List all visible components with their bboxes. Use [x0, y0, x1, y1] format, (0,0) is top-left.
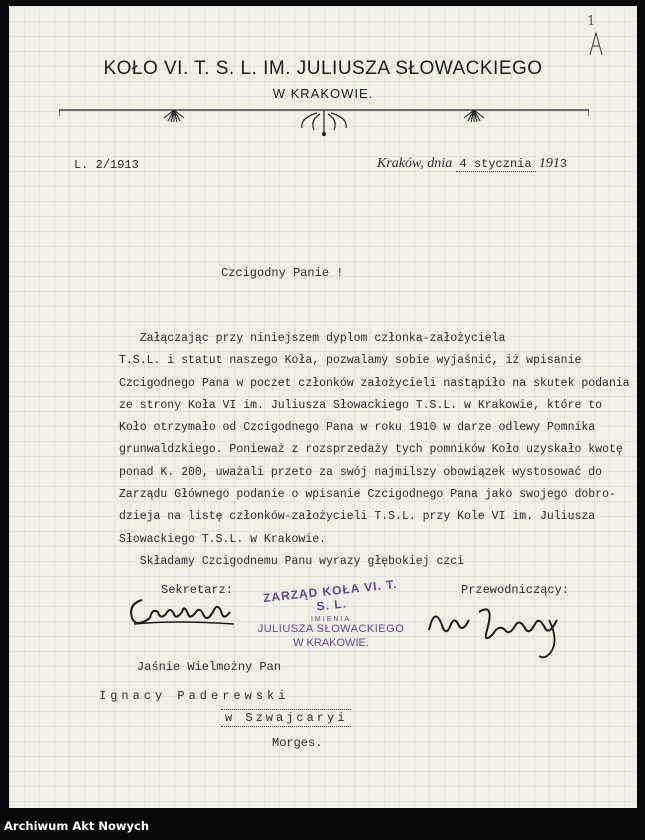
body-line: Składamy Czcigodnemu Panu wyrazy głębokiej czci — [119, 554, 465, 568]
body-line: Koło otrzymało od Czcigodnego Pana w roku 1910 w darze odlewy Pomnika — [119, 421, 596, 435]
stamp-line-2: IMIENIA — [310, 616, 352, 623]
stamp-line-1: ZARZĄD KOŁA VI. T. S. L. — [262, 577, 399, 614]
body-line: grunwaldzkiego. Ponieważ z rozsprzedaży tych pomników Koło uzyskało kwotę — [119, 443, 623, 457]
body-line: Zarządu Głównego podanie o wpisanie Czcigodnego Pana jako swojego dobro- — [119, 488, 616, 502]
body-line: Czcigodnego Pana w poczet członków założycieli nastąpiło na skutek podania — [119, 376, 630, 390]
address-line-4: Morges. — [272, 736, 323, 750]
letterhead-subtitle: W KRAKOWIE. — [272, 86, 374, 101]
date-year: 191 — [538, 156, 560, 171]
pencil-a-mark — [587, 31, 605, 57]
chair-signature — [421, 590, 571, 662]
body-line: T.S.L. i statut naszego Koła, pozwalamy sobie wyjaśnić, iż wpisanie — [119, 354, 582, 368]
body-line: Słowackiego T.S.L. w Krakowie. — [119, 532, 327, 546]
date-year-digit: 3 — [559, 157, 568, 171]
date-line — [377, 156, 567, 172]
letter-page — [9, 6, 637, 808]
body-line: dzieja na listę członków-założycieli T.S.L. przy Kole VI im. Juliusza — [119, 510, 596, 524]
address-line-3: w Szwajcaryi — [221, 711, 351, 725]
address-line-2: Ignacy Paderewski — [99, 689, 290, 703]
chair-label: Przewodniczący: — [461, 583, 570, 597]
body-line: ze strony Koła VI im. Juliusza Słowackiego T.S.L. w Krakowie, które to — [119, 398, 603, 412]
body-line: Załączając przy niniejszem dyplom członka-założyciela — [119, 332, 506, 345]
secretary-signature — [124, 590, 244, 634]
date-day-month: 4 stycznia — [456, 157, 536, 172]
ornament-divider — [59, 104, 589, 138]
date-place: Kraków, dnia — [377, 156, 453, 171]
letterhead-title: KOŁO VI. T. S. L. IM. JULIUSZA SŁOWACKIEGO — [103, 58, 543, 79]
salutation: Czcigodny Panie ! — [221, 266, 344, 280]
address-line-1: Jaśnie Wielmożny Pan — [137, 660, 282, 674]
body-line: ponad K. 200, uważali przeto za swój najmilszy obowiązek wystosować do — [119, 465, 603, 479]
reference-number: L. 2/1913 — [74, 158, 139, 172]
archive-pencil-mark: 1 — [587, 14, 605, 57]
association-stamp — [257, 577, 405, 649]
letter-body — [119, 328, 637, 573]
secretary-label: Sekretarz: — [161, 583, 234, 597]
archive-watermark: Archiwum Akt Nowych — [4, 819, 150, 833]
stamp-line-4: W KRAKOWIE. — [293, 637, 369, 649]
stamp-line-3: JULIUSZA SŁOWACKIEGO — [257, 623, 405, 635]
